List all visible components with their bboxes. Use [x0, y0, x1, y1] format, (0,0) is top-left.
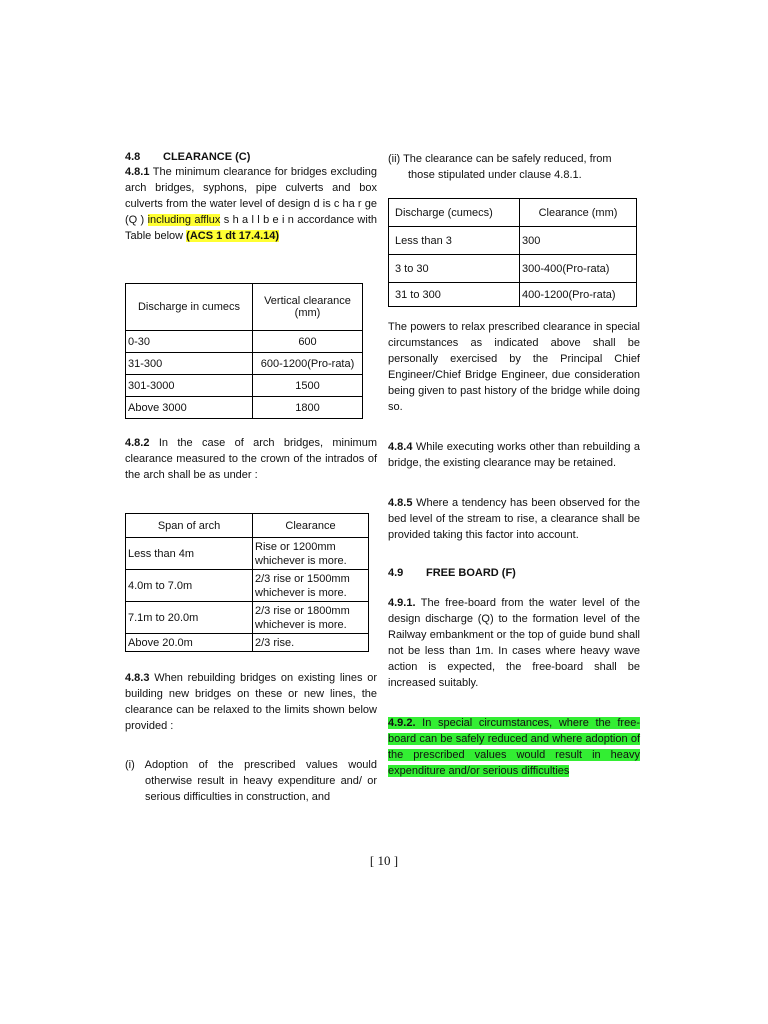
- table-row: 7.1m to 20.0m 2/3 rise or 1800mm whichever is more.: [126, 602, 369, 634]
- para-4-8-2: 4.8.2 In the case of arch bridges, minimum clearance measured to the crown of the intrados of the arch shall be as under :: [125, 437, 377, 481]
- para-4-8-4: 4.8.4 While executing works other than rebuilding a bridge, the existing clearance may be retained.: [388, 441, 640, 469]
- table-row: 4.0m to 7.0m 2/3 rise or 1500mm whichever is more.: [126, 570, 369, 602]
- page-number: [ 10 ]: [369, 853, 399, 868]
- table-header-cell: Vertical clearance (mm): [253, 284, 363, 331]
- table-header-cell: Span of arch: [126, 514, 253, 538]
- para-number: 4.8.4: [388, 441, 413, 453]
- para-number: 4.8.5: [388, 497, 413, 509]
- section-number: 4.9: [388, 567, 404, 579]
- right-column: [388, 151, 640, 779]
- table-header-cell: Discharge in cumecs: [126, 284, 253, 331]
- list-item-ii: (ii) The clearance can be safely reduced, from those stipulated under clause 4.8.1.: [388, 153, 612, 181]
- section-title: CLEARANCE (C): [163, 151, 251, 163]
- table-row: 301-3000 1500: [126, 375, 363, 397]
- section-4-9-heading: [388, 567, 640, 579]
- para-4-8-3: 4.8.3 When rebuilding bridges on existing lines or building new bridges on these or new lines, the clearance can be relaxed to the limits shown below provided :: [125, 672, 377, 732]
- list-item-i: (i) Adoption of the prescribed values would otherwise result in heavy expenditure and/ or serious difficulties in construction, and: [125, 759, 377, 803]
- para-number: 4.9.2.: [388, 717, 416, 729]
- highlight-afflux: including afflux: [147, 214, 221, 226]
- table-row: Less than 3 300: [389, 227, 637, 255]
- para-4-9-2: 4.9.2. In special circumstances, where the free-board can be safely reduced and where adoption of the prescribed values would result in heavy expenditure and/or serious difficulties: [388, 717, 640, 777]
- para-number: 4.8.1: [125, 166, 150, 178]
- table-row: Less than 4m Rise or 1200mm whichever is more.: [126, 538, 369, 570]
- section-4-8-heading: [125, 151, 377, 163]
- para-4-9-1: 4.9.1. The free-board from the water level of the design discharge (Q) to the formation level of the Railway embankment or the top of guide bund shall not be less than 1m. In cases where heavy wave action is expected, the free-board shall be increased suitably.: [388, 597, 640, 689]
- section-number: 4.8: [125, 151, 141, 163]
- para-powers: The powers to relax prescribed clearance in special circumstances as indicated above shall be personally exercised by the Principal Chief Engineer/Chief Bridge Engineer, due consideration being given to past history of the bridge while doing so.: [388, 321, 640, 413]
- table-arch-clearance: [125, 513, 369, 652]
- table-row: 31 to 300 400-1200(Pro-rata): [389, 283, 637, 307]
- para-number: 4.8.2: [125, 437, 150, 449]
- table-row: Above 3000 1800: [126, 397, 363, 419]
- table-vertical-clearance: [125, 283, 363, 419]
- table-header-cell: Discharge (cumecs): [389, 199, 520, 227]
- para-4-8-1: 4.8.1 The minimum clearance for bridges excluding arch bridges, syphons, pipe culverts and box culverts from the water level of design d is c ha r ge (Q ) including afflux s h a l l b e i n accordance with Table below (ACS 1 dt 17.4.14): [125, 166, 377, 242]
- left-column: [125, 151, 377, 805]
- table-row: Above 20.0m 2/3 rise.: [126, 634, 369, 652]
- para-number: 4.8.3: [125, 672, 150, 684]
- para-4-8-5: 4.8.5 Where a tendency has been observed for the bed level of the stream to rise, a clearance shall be provided taking this factor into account.: [388, 497, 640, 541]
- highlight-acs: (ACS 1 dt 17.4.14): [186, 230, 280, 242]
- section-title: FREE BOARD (F): [426, 567, 516, 579]
- table-row: 3 to 30 300-400(Pro-rata): [389, 255, 637, 283]
- para-number: 4.9.1.: [388, 597, 416, 609]
- table-reduced-clearance: [388, 198, 637, 307]
- table-row: 31-300 600-1200(Pro-rata): [126, 353, 363, 375]
- table-row: 0-30 600: [126, 331, 363, 353]
- table-header-cell: Clearance (mm): [520, 199, 637, 227]
- table-header-cell: Clearance: [253, 514, 369, 538]
